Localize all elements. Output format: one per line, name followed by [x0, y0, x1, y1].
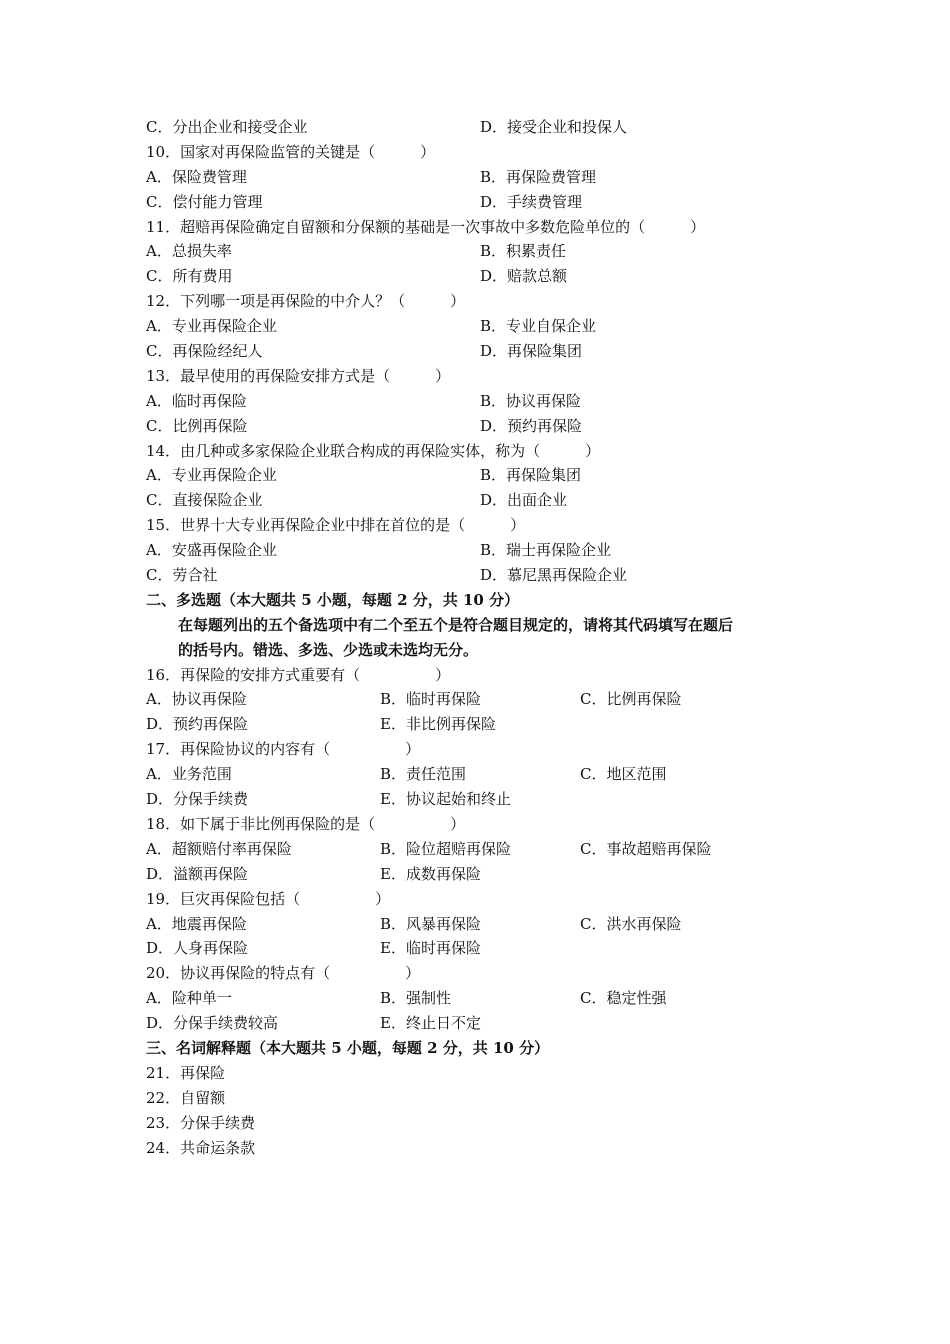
q12-options-cd [146, 339, 846, 364]
option-a: A．保险费管理 [146, 167, 247, 186]
option-a: A．总损失率 [146, 242, 232, 261]
option-e: E．协议起始和终止 [380, 790, 511, 809]
option-b: B．责任范围 [380, 765, 467, 784]
option-b: B．风暴再保险 [380, 914, 482, 933]
q10-options-ab [146, 165, 846, 190]
q10-options-cd [146, 190, 846, 215]
option-c: C．稳定性强 [580, 989, 667, 1008]
term-24: 24．共命运条款 [146, 1138, 256, 1157]
option-d: D．预约再保险 [146, 715, 249, 734]
option-b: B．瑞士再保险企业 [480, 541, 612, 560]
question-12-stem: 12．下列哪一项是再保险的中介人？（ ） [146, 292, 466, 311]
option-d: D．预约再保险 [480, 416, 583, 435]
option-a: A．专业再保险企业 [146, 466, 277, 485]
exam-page [146, 115, 846, 1160]
section-2-instructions-line-2: 的括号内。错选、多选、少选或未选均无分。 [178, 640, 479, 659]
option-b: B．险位超赔再保险 [380, 839, 512, 858]
term-23: 23．分保手续费 [146, 1113, 256, 1132]
option-d: D．手续费管理 [480, 192, 583, 211]
question-10-stem: 10．国家对再保险监管的关键是（ ） [146, 142, 436, 161]
q11-options-ab [146, 239, 846, 264]
q11-options-cd [146, 264, 846, 289]
option-a: A．险种单一 [146, 989, 232, 1008]
option-d: D．赔款总额 [480, 267, 568, 286]
q14-options-ab [146, 463, 846, 488]
q13-options-ab [146, 389, 846, 414]
section-3-title: 三、名词解释题（本大题共 5 小题，每题 2 分，共 10 分） [146, 1038, 550, 1057]
term-22: 22．自留额 [146, 1088, 226, 1107]
option-b: B．再保险集团 [480, 466, 582, 485]
option-d: D．分保手续费 [146, 790, 249, 809]
option-d: D．人身再保险 [146, 939, 249, 958]
option-e: E．成数再保险 [380, 864, 481, 883]
question-13-stem: 13．最早使用的再保险安排方式是（ ） [146, 366, 451, 385]
q19-options-abc [146, 912, 846, 937]
question-15-stem: 15．世界十大专业再保险企业中排在首位的是（ ） [146, 516, 526, 535]
question-18-stem: 18．如下属于非比例再保险的是（ ） [146, 814, 466, 833]
option-c: C．劳合社 [146, 566, 218, 585]
option-e: E．终止日不定 [380, 1014, 481, 1033]
option-a: A．业务范围 [146, 765, 232, 784]
option-c: C．偿付能力管理 [146, 192, 263, 211]
q18-options-de [146, 862, 846, 887]
q9-options-cd [146, 115, 846, 140]
option-c: C．地区范围 [580, 765, 667, 784]
question-20-stem: 20．协议再保险的特点有（ ） [146, 964, 421, 983]
section-2-title: 二、多选题（本大题共 5 小题，每题 2 分，共 10 分） [146, 590, 520, 609]
option-c: C．比例再保险 [146, 416, 248, 435]
q18-options-abc [146, 837, 846, 862]
q15-options-ab [146, 538, 846, 563]
option-c: C．所有费用 [146, 267, 233, 286]
option-b: B．强制性 [380, 989, 452, 1008]
option-c: C．分出企业和接受企业 [146, 118, 308, 136]
option-c: C．洪水再保险 [580, 914, 682, 933]
q15-options-cd [146, 563, 846, 588]
question-17-stem: 17．再保险协议的内容有（ ） [146, 740, 421, 759]
q20-options-de [146, 1011, 846, 1036]
option-a: A．专业再保险企业 [146, 317, 277, 336]
section-2-instructions-line-1: 在每题列出的五个备选项中有二个至五个是符合题目规定的，请将其代码填写在题后 [178, 615, 734, 634]
q13-options-cd [146, 414, 846, 439]
option-e: E．非比例再保险 [380, 715, 496, 734]
option-a: A．超额赔付率再保险 [146, 839, 292, 858]
option-b: B．专业自保企业 [480, 317, 597, 336]
option-a: A．安盛再保险企业 [146, 541, 277, 560]
option-b: B．协议再保险 [480, 391, 582, 410]
q17-options-abc [146, 762, 846, 787]
q17-options-de [146, 787, 846, 812]
question-14-stem: 14．由几种或多家保险企业联合构成的再保险实体，称为（ ） [146, 441, 601, 460]
option-a: A．协议再保险 [146, 690, 247, 709]
option-b: B．临时再保险 [380, 690, 482, 709]
option-d: D．分保手续费较高 [146, 1014, 279, 1033]
question-19-stem: 19．巨灾再保险包括（ ） [146, 889, 391, 908]
q20-options-abc [146, 986, 846, 1011]
option-b: B．积累责任 [480, 242, 567, 261]
term-21: 21．再保险 [146, 1063, 226, 1082]
option-e: E．临时再保险 [380, 939, 481, 958]
option-c: C．事故超赔再保险 [580, 839, 712, 858]
option-d: D．出面企业 [480, 491, 568, 510]
question-11-stem: 11．超赔再保险确定自留额和分保额的基础是一次事故中多数危险单位的（ ） [146, 217, 706, 236]
option-d: D．慕尼黑再保险企业 [480, 566, 628, 585]
option-d: D．接受企业和投保人 [480, 118, 628, 136]
option-b: B．再保险费管理 [480, 167, 597, 186]
q12-options-ab [146, 314, 846, 339]
q19-options-de [146, 936, 846, 961]
q14-options-cd [146, 488, 846, 513]
q16-options-de [146, 712, 846, 737]
option-a: A．临时再保险 [146, 391, 247, 410]
option-d: D．溢额再保险 [146, 864, 249, 883]
q16-options-abc [146, 687, 846, 712]
option-d: D．再保险集团 [480, 342, 583, 361]
option-c: C．比例再保险 [580, 690, 682, 709]
option-c: C．再保险经纪人 [146, 342, 263, 361]
option-c: C．直接保险企业 [146, 491, 263, 510]
question-16-stem: 16．再保险的安排方式重要有（ ） [146, 665, 451, 684]
option-a: A．地震再保险 [146, 914, 247, 933]
